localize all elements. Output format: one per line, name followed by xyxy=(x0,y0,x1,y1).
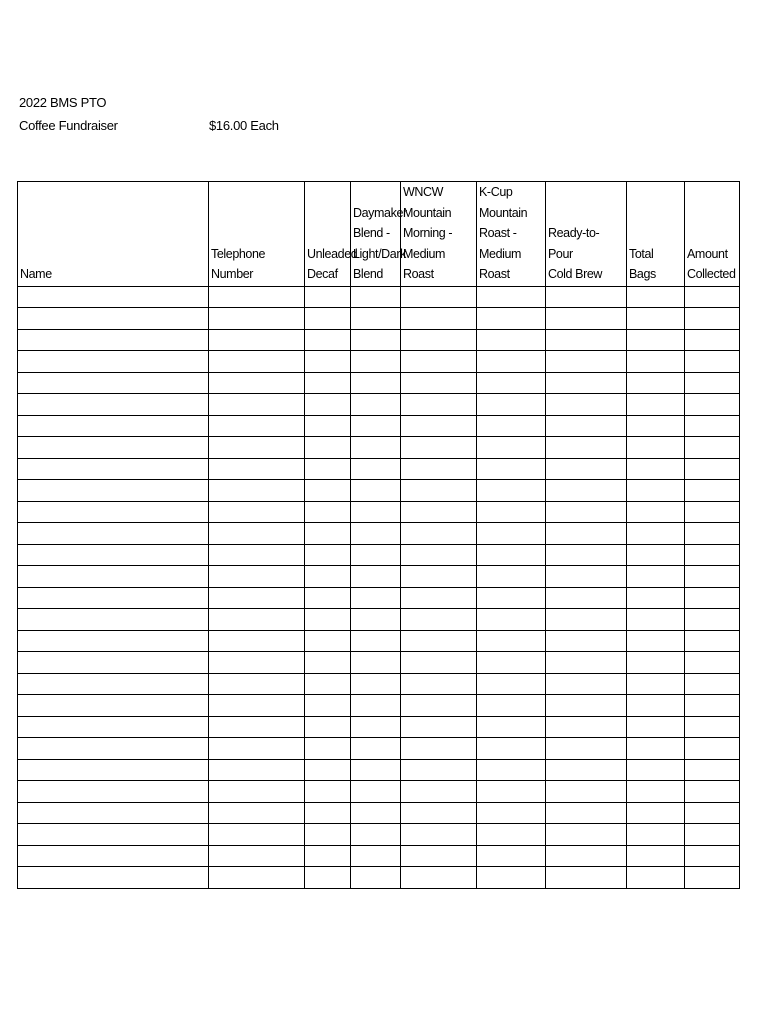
table-cell[interactable] xyxy=(477,587,546,609)
table-cell[interactable] xyxy=(18,630,209,652)
table-cell[interactable] xyxy=(351,867,401,889)
table-cell[interactable] xyxy=(18,845,209,867)
table-cell[interactable] xyxy=(627,308,685,330)
header-subtitle: Coffee Fundraiser xyxy=(19,118,118,133)
table-cell[interactable] xyxy=(477,351,546,373)
table-cell[interactable] xyxy=(401,286,477,308)
table-cell[interactable] xyxy=(627,824,685,846)
table-cell[interactable] xyxy=(18,738,209,760)
table-cell[interactable] xyxy=(209,458,305,480)
table-cell[interactable] xyxy=(305,501,351,523)
table-cell[interactable] xyxy=(305,802,351,824)
table-cell[interactable] xyxy=(546,480,627,502)
table-cell[interactable] xyxy=(546,415,627,437)
table-cell[interactable] xyxy=(627,845,685,867)
table-row xyxy=(18,351,740,373)
table-cell[interactable] xyxy=(546,759,627,781)
table-cell[interactable] xyxy=(401,716,477,738)
table-cell[interactable] xyxy=(305,437,351,459)
col-unleaded-decaf: Unleaded Decaf xyxy=(305,182,351,287)
table-cell[interactable] xyxy=(477,845,546,867)
table-cell[interactable] xyxy=(18,308,209,330)
table-cell[interactable] xyxy=(685,781,740,803)
table-row xyxy=(18,523,740,545)
header-title: 2022 BMS PTO xyxy=(19,95,107,110)
table-row xyxy=(18,458,740,480)
table-cell[interactable] xyxy=(209,759,305,781)
table-cell[interactable] xyxy=(401,329,477,351)
table-cell[interactable] xyxy=(546,437,627,459)
col-wncw-mountain-morning: WNCW Mountain Morning - Medium Roast xyxy=(401,182,477,287)
table-row xyxy=(18,415,740,437)
table-cell[interactable] xyxy=(209,716,305,738)
table-cell[interactable] xyxy=(18,824,209,846)
table-cell[interactable] xyxy=(477,394,546,416)
table-cell[interactable] xyxy=(546,523,627,545)
table-cell[interactable] xyxy=(627,781,685,803)
table-cell[interactable] xyxy=(305,286,351,308)
table-cell[interactable] xyxy=(627,566,685,588)
table-row xyxy=(18,716,740,738)
table-cell[interactable] xyxy=(477,501,546,523)
table-cell[interactable] xyxy=(546,781,627,803)
table-cell[interactable] xyxy=(685,501,740,523)
table-cell[interactable] xyxy=(351,544,401,566)
table-cell[interactable] xyxy=(351,802,401,824)
table-cell[interactable] xyxy=(685,673,740,695)
table-cell[interactable] xyxy=(305,867,351,889)
table-cell[interactable] xyxy=(18,695,209,717)
table-cell[interactable] xyxy=(351,759,401,781)
table-cell[interactable] xyxy=(401,630,477,652)
table-cell[interactable] xyxy=(18,372,209,394)
table-cell[interactable] xyxy=(18,867,209,889)
table-cell[interactable] xyxy=(209,351,305,373)
table-cell[interactable] xyxy=(546,501,627,523)
table-cell[interactable] xyxy=(477,437,546,459)
table-cell[interactable] xyxy=(627,738,685,760)
table-row xyxy=(18,394,740,416)
header-row xyxy=(18,182,740,287)
table-cell[interactable] xyxy=(305,652,351,674)
table-cell[interactable] xyxy=(209,695,305,717)
table-cell[interactable] xyxy=(546,695,627,717)
table-cell[interactable] xyxy=(685,523,740,545)
table-cell[interactable] xyxy=(18,781,209,803)
col-ready-to-pour-cold-brew: Ready-to-Pour Cold Brew xyxy=(546,182,627,287)
table-cell[interactable] xyxy=(477,609,546,631)
table-cell[interactable] xyxy=(351,845,401,867)
table-cell[interactable] xyxy=(546,329,627,351)
table-row xyxy=(18,759,740,781)
table-cell[interactable] xyxy=(209,415,305,437)
header-price: $16.00 Each xyxy=(209,118,279,133)
table-cell[interactable] xyxy=(351,286,401,308)
table-cell[interactable] xyxy=(401,394,477,416)
table-cell[interactable] xyxy=(627,501,685,523)
table-cell[interactable] xyxy=(627,673,685,695)
table-cell[interactable] xyxy=(18,544,209,566)
table-row xyxy=(18,329,740,351)
table-cell[interactable] xyxy=(401,845,477,867)
table-cell[interactable] xyxy=(477,738,546,760)
table-cell[interactable] xyxy=(305,673,351,695)
table-cell[interactable] xyxy=(627,544,685,566)
table-cell[interactable] xyxy=(305,372,351,394)
table-cell[interactable] xyxy=(401,501,477,523)
table-cell[interactable] xyxy=(627,437,685,459)
table-cell[interactable] xyxy=(351,480,401,502)
table-cell[interactable] xyxy=(546,308,627,330)
table-cell[interactable] xyxy=(351,716,401,738)
table-row xyxy=(18,867,740,889)
table-cell[interactable] xyxy=(401,609,477,631)
table-cell[interactable] xyxy=(546,394,627,416)
table-cell[interactable] xyxy=(305,630,351,652)
table-cell[interactable] xyxy=(546,351,627,373)
table-cell[interactable] xyxy=(18,716,209,738)
table-cell[interactable] xyxy=(627,523,685,545)
table-cell[interactable] xyxy=(18,458,209,480)
table-cell[interactable] xyxy=(685,652,740,674)
table-cell[interactable] xyxy=(685,587,740,609)
table-cell[interactable] xyxy=(477,781,546,803)
table-row xyxy=(18,845,740,867)
table-cell[interactable] xyxy=(627,329,685,351)
table-cell[interactable] xyxy=(685,566,740,588)
table-row xyxy=(18,824,740,846)
table-cell[interactable] xyxy=(351,630,401,652)
table-row xyxy=(18,372,740,394)
table-cell[interactable] xyxy=(685,716,740,738)
table-cell[interactable] xyxy=(209,544,305,566)
table-cell[interactable] xyxy=(209,587,305,609)
table-cell[interactable] xyxy=(401,824,477,846)
table-cell[interactable] xyxy=(18,587,209,609)
table-row xyxy=(18,501,740,523)
table-cell[interactable] xyxy=(401,480,477,502)
table-cell[interactable] xyxy=(477,415,546,437)
table-cell[interactable] xyxy=(351,566,401,588)
table-cell[interactable] xyxy=(477,867,546,889)
table-row xyxy=(18,630,740,652)
table-cell[interactable] xyxy=(546,824,627,846)
table-cell[interactable] xyxy=(18,802,209,824)
table-row xyxy=(18,544,740,566)
table-cell[interactable] xyxy=(685,394,740,416)
table-cell[interactable] xyxy=(305,587,351,609)
table-cell[interactable] xyxy=(209,609,305,631)
table-cell[interactable] xyxy=(209,501,305,523)
table-cell[interactable] xyxy=(351,351,401,373)
table-cell[interactable] xyxy=(477,716,546,738)
table-cell[interactable] xyxy=(351,394,401,416)
order-form-table xyxy=(17,181,740,889)
table-cell[interactable] xyxy=(305,308,351,330)
table-cell[interactable] xyxy=(209,394,305,416)
table-cell[interactable] xyxy=(627,802,685,824)
table-cell[interactable] xyxy=(305,351,351,373)
table-cell[interactable] xyxy=(401,802,477,824)
table-cell[interactable] xyxy=(305,523,351,545)
table-cell[interactable] xyxy=(685,630,740,652)
table-cell[interactable] xyxy=(685,824,740,846)
table-cell[interactable] xyxy=(18,673,209,695)
table-row xyxy=(18,673,740,695)
table-row xyxy=(18,566,740,588)
table-cell[interactable] xyxy=(477,544,546,566)
table-cell[interactable] xyxy=(477,372,546,394)
table-cell[interactable] xyxy=(477,802,546,824)
table-cell[interactable] xyxy=(401,867,477,889)
table-cell[interactable] xyxy=(209,630,305,652)
table-cell[interactable] xyxy=(351,781,401,803)
table-cell[interactable] xyxy=(477,630,546,652)
table-cell[interactable] xyxy=(351,609,401,631)
col-total-bags: Total Bags xyxy=(627,182,685,287)
table-cell[interactable] xyxy=(627,458,685,480)
table-cell[interactable] xyxy=(546,566,627,588)
table-cell[interactable] xyxy=(209,802,305,824)
table-cell[interactable] xyxy=(627,695,685,717)
table-cell[interactable] xyxy=(685,351,740,373)
table-cell[interactable] xyxy=(305,394,351,416)
table-cell[interactable] xyxy=(351,458,401,480)
table-cell[interactable] xyxy=(351,523,401,545)
table-cell[interactable] xyxy=(351,587,401,609)
table-cell[interactable] xyxy=(546,630,627,652)
table-cell[interactable] xyxy=(685,480,740,502)
table-cell[interactable] xyxy=(18,759,209,781)
table-row xyxy=(18,437,740,459)
table-cell[interactable] xyxy=(209,867,305,889)
table-cell[interactable] xyxy=(18,394,209,416)
table-cell[interactable] xyxy=(209,824,305,846)
table-cell[interactable] xyxy=(351,415,401,437)
table-cell[interactable] xyxy=(685,738,740,760)
table-cell[interactable] xyxy=(209,523,305,545)
col-kcup-mountain-roast: K-Cup Mountain Roast - Medium Roast xyxy=(477,182,546,287)
table-cell[interactable] xyxy=(546,673,627,695)
table-cell[interactable] xyxy=(351,738,401,760)
table-cell[interactable] xyxy=(209,286,305,308)
table-cell[interactable] xyxy=(477,480,546,502)
table-cell[interactable] xyxy=(685,759,740,781)
table-cell[interactable] xyxy=(685,867,740,889)
table-cell[interactable] xyxy=(209,566,305,588)
table-cell[interactable] xyxy=(685,372,740,394)
col-name: Name xyxy=(18,182,209,287)
table-cell[interactable] xyxy=(685,609,740,631)
table-cell[interactable] xyxy=(351,501,401,523)
table-row xyxy=(18,652,740,674)
table-body xyxy=(18,286,740,888)
table-cell[interactable] xyxy=(546,458,627,480)
table-cell[interactable] xyxy=(18,351,209,373)
table-row xyxy=(18,695,740,717)
table-cell[interactable] xyxy=(209,329,305,351)
table-cell[interactable] xyxy=(627,716,685,738)
col-daymaker-blend: Daymaker Blend - Light/Dark Blend xyxy=(351,182,401,287)
table-cell[interactable] xyxy=(401,523,477,545)
table-cell[interactable] xyxy=(627,372,685,394)
table-cell[interactable] xyxy=(627,759,685,781)
table-cell[interactable] xyxy=(351,308,401,330)
table-cell[interactable] xyxy=(305,845,351,867)
table-row xyxy=(18,587,740,609)
table-cell[interactable] xyxy=(401,566,477,588)
table-cell[interactable] xyxy=(305,544,351,566)
table-cell[interactable] xyxy=(305,415,351,437)
table-row xyxy=(18,286,740,308)
table-cell[interactable] xyxy=(627,867,685,889)
table-cell[interactable] xyxy=(209,781,305,803)
table-cell[interactable] xyxy=(305,480,351,502)
table-cell[interactable] xyxy=(305,759,351,781)
table-cell[interactable] xyxy=(18,286,209,308)
table-cell[interactable] xyxy=(546,738,627,760)
table-cell[interactable] xyxy=(401,587,477,609)
table-cell[interactable] xyxy=(685,802,740,824)
table-cell[interactable] xyxy=(627,609,685,631)
table-cell[interactable] xyxy=(401,437,477,459)
table-cell[interactable] xyxy=(546,372,627,394)
table-cell[interactable] xyxy=(477,308,546,330)
table-cell[interactable] xyxy=(401,351,477,373)
table-cell[interactable] xyxy=(627,351,685,373)
table-cell[interactable] xyxy=(685,437,740,459)
table-cell[interactable] xyxy=(18,415,209,437)
table-cell[interactable] xyxy=(546,867,627,889)
table-cell[interactable] xyxy=(18,609,209,631)
table-cell[interactable] xyxy=(477,566,546,588)
table-cell[interactable] xyxy=(401,759,477,781)
table-cell[interactable] xyxy=(351,673,401,695)
table-cell[interactable] xyxy=(18,437,209,459)
table-cell[interactable] xyxy=(401,781,477,803)
table-cell[interactable] xyxy=(685,845,740,867)
table-row xyxy=(18,802,740,824)
table-cell[interactable] xyxy=(351,824,401,846)
table-row xyxy=(18,738,740,760)
table-cell[interactable] xyxy=(627,415,685,437)
table-cell[interactable] xyxy=(209,738,305,760)
table-cell[interactable] xyxy=(627,587,685,609)
table-cell[interactable] xyxy=(477,824,546,846)
table-cell[interactable] xyxy=(546,609,627,631)
table-cell[interactable] xyxy=(18,652,209,674)
table-cell[interactable] xyxy=(685,544,740,566)
table-cell[interactable] xyxy=(351,372,401,394)
table-row xyxy=(18,781,740,803)
table-cell[interactable] xyxy=(305,458,351,480)
table-cell[interactable] xyxy=(477,458,546,480)
table-cell[interactable] xyxy=(477,329,546,351)
table-cell[interactable] xyxy=(351,329,401,351)
table-cell[interactable] xyxy=(477,286,546,308)
table-cell[interactable] xyxy=(627,652,685,674)
table-cell[interactable] xyxy=(305,695,351,717)
table-row xyxy=(18,480,740,502)
table-cell[interactable] xyxy=(627,394,685,416)
table-cell[interactable] xyxy=(18,480,209,502)
table-cell[interactable] xyxy=(401,415,477,437)
table-cell[interactable] xyxy=(18,566,209,588)
table-cell[interactable] xyxy=(209,480,305,502)
col-telephone-number: Telephone Number xyxy=(209,182,305,287)
table-cell[interactable] xyxy=(477,759,546,781)
table-cell[interactable] xyxy=(351,652,401,674)
table-cell[interactable] xyxy=(305,781,351,803)
table-cell[interactable] xyxy=(351,437,401,459)
table-cell[interactable] xyxy=(351,695,401,717)
table-cell[interactable] xyxy=(18,523,209,545)
table-cell[interactable] xyxy=(305,738,351,760)
table-cell[interactable] xyxy=(477,523,546,545)
table-cell[interactable] xyxy=(18,329,209,351)
table-cell[interactable] xyxy=(401,308,477,330)
table-cell[interactable] xyxy=(401,544,477,566)
table-cell[interactable] xyxy=(685,458,740,480)
table-cell[interactable] xyxy=(305,824,351,846)
table-row xyxy=(18,308,740,330)
table-cell[interactable] xyxy=(546,544,627,566)
table-cell[interactable] xyxy=(209,845,305,867)
table-cell[interactable] xyxy=(477,695,546,717)
table-cell[interactable] xyxy=(627,286,685,308)
table-cell[interactable] xyxy=(209,308,305,330)
table-cell[interactable] xyxy=(477,673,546,695)
table-cell[interactable] xyxy=(546,845,627,867)
table-cell[interactable] xyxy=(546,802,627,824)
table-cell[interactable] xyxy=(401,372,477,394)
col-amount-collected: Amount Collected xyxy=(685,182,740,287)
table-cell[interactable] xyxy=(685,329,740,351)
table-cell[interactable] xyxy=(209,673,305,695)
table-cell[interactable] xyxy=(546,716,627,738)
table-cell[interactable] xyxy=(305,566,351,588)
table-cell[interactable] xyxy=(401,458,477,480)
table-cell[interactable] xyxy=(546,652,627,674)
table-cell[interactable] xyxy=(401,673,477,695)
table-cell[interactable] xyxy=(546,587,627,609)
table-cell[interactable] xyxy=(305,329,351,351)
table-cell[interactable] xyxy=(477,652,546,674)
table-cell[interactable] xyxy=(546,286,627,308)
table-cell[interactable] xyxy=(685,286,740,308)
table-cell[interactable] xyxy=(685,695,740,717)
table-cell[interactable] xyxy=(18,501,209,523)
table-cell[interactable] xyxy=(627,480,685,502)
table-cell[interactable] xyxy=(401,695,477,717)
table-cell[interactable] xyxy=(627,630,685,652)
table-cell[interactable] xyxy=(685,415,740,437)
table-row xyxy=(18,609,740,631)
table-cell[interactable] xyxy=(401,738,477,760)
table-cell[interactable] xyxy=(685,308,740,330)
table-cell[interactable] xyxy=(209,372,305,394)
table-cell[interactable] xyxy=(401,652,477,674)
table-cell[interactable] xyxy=(305,716,351,738)
table-cell[interactable] xyxy=(209,437,305,459)
table-cell[interactable] xyxy=(305,609,351,631)
table-cell[interactable] xyxy=(209,652,305,674)
